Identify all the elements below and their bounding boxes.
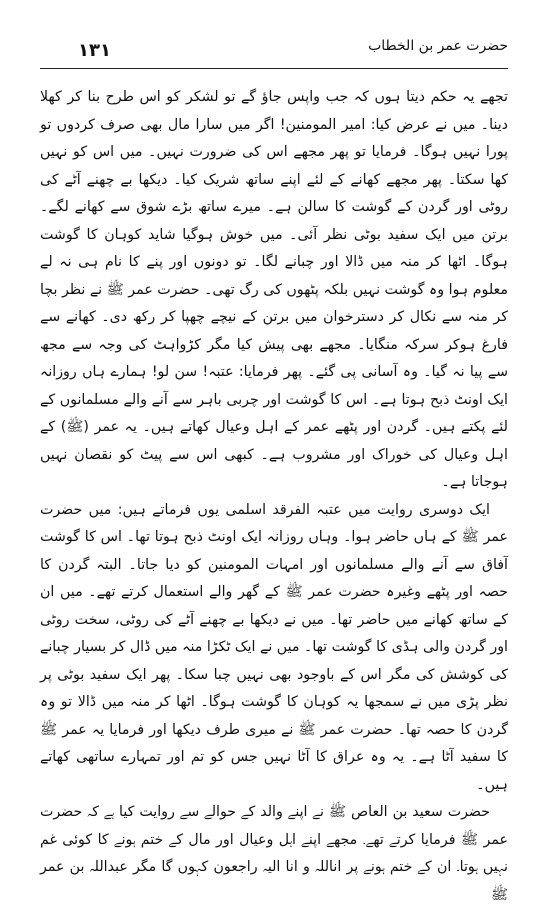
header-rule bbox=[40, 68, 508, 69]
page-number: ۱۳۱ bbox=[78, 40, 111, 61]
running-title: حضرت عمر بن الخطاب bbox=[368, 38, 508, 54]
page-header bbox=[30, 30, 514, 74]
paragraph-1: تجھے یہ حکم دیتا ہوں کہ جب واپس جاؤ گے تو لشکر کو اس طرح بنا کر کھلا دینا۔ میں نے عرض کیا: امیر المومنین! اگر میں سارا مال بھی صرف کردوں تو پورا نہیں ہوگا۔ فرمایا تو پھر مجھے اس کی ضرورت نہیں۔ میں اس کو نہیں کھا سکتا۔ پھر مجھے کھانے کے لئے اپنے ساتھ شریک کیا۔ دیکھا بے چھنے آٹے کی روٹی اور گردن کے گوشت کا سالن ہے۔ میرے ساتھ بڑے شوق سے کھانے لگے۔ برتن میں ایک سفید بوٹی نظر آئی۔ میں خوش ہوگیا شاید کوہان کا گوشت ہوگا۔ اٹھا کر منہ میں ڈالا اور چبانے لگا۔ تو دونوں اور پنے کا نام ہی نہ لے معلوم ہوا وہ گوشت نہیں بلکہ پٹھوں کی رگ تھی۔ حضرت عمر ﷺ نے نظر بچا کر منہ سے نکال کر دسترخوان میں برتن کے نیچے چھپا کر رکھ دی۔ کھانے سے فارغ ہوکر سرکہ منگایا۔ مجھے بھی پیش کیا مگر کڑواہٹ کی وجہ سے مجھ سے پیا نہ گیا۔ وہ آسانی پی گئے۔ پھر فرمایا: عتبہ! سن لو! ہمارے ہاں روزانہ ایک اونٹ ذبح ہوتا ہے۔ اس کا گوشت اور چربی باہر سے آنے والے مسلمانوں کے لئے پکتے ہیں۔ گردن اور پٹھے عمر کے اہل وعیال کھاتے ہیں۔ یہ عمر (ﷺ) کے اہل وعیال کی خوراک اور مشروب ہے۔ کبھی اس سے پیٹ کو نقصان نہیں ہوجاتا ہے۔ bbox=[40, 89, 508, 490]
paragraph-2: ایک دوسری روایت میں عتبہ الفرقد اسلمی یوں فرماتے ہیں: میں حضرت عمر ﷺ کے ہاں حاضر ہوا۔ وہاں روزانہ ایک اونٹ ذبح ہوتا تھا۔ اس کا گوشت آفاق سے آنے والے مسلمانوں اور امہات المومنین کو دیا جاتا۔ البتہ گردن کا حصہ اور پٹھے وغیرہ حضرت عمر ﷺ کے گھر والے استعمال کرتے تھے۔ میں ان کے ساتھ کھانے میں حاضر تھا۔ میں نے دیکھا بے چھنے آٹے کی روٹی، سخت روٹی اور گردن والی ہڈی کا گوشت تھا۔ میں نے ایک ٹکڑا منہ میں ڈال کر بسیار چبانے کی کوشش کی مگر اس کے باوجود بھی نہیں چبا سکا۔ پھر ایک سفید بوٹی پر نظر پڑی میں نے سمجھا یہ کوہان کا گوشت ہوگا۔ اٹھا کر منہ میں ڈالا تو وہ گردن کا حصہ تھا۔ حضرت عمر ﷺ نے میری طرف دیکھا اور فرمایا یہ عمر ﷺ کا سفید آٹا ہے۔ یہ وہ عراق کا آٹا نہیں جس کو تم اور تمہارے ساتھی کھاتے ہیں۔ bbox=[40, 501, 508, 793]
paragraph-3: حضرت سعید بن العاص ﷺ نے اپنے والد کے حوالے سے روایت کیا ہے کہ حضرت عمر ﷺ فرمایا کرتے تھے۔ مجھے اپنے اہل وعیال اور مال کے ختم ہونے کا کوئی غم نہیں ہوتا۔ ان کے ختم ہونے پر اناللہ و انا الیہ راجعون کہوں گا مگر عبداللہ بن عمر ﷺ bbox=[40, 804, 508, 903]
body-text bbox=[40, 84, 508, 903]
